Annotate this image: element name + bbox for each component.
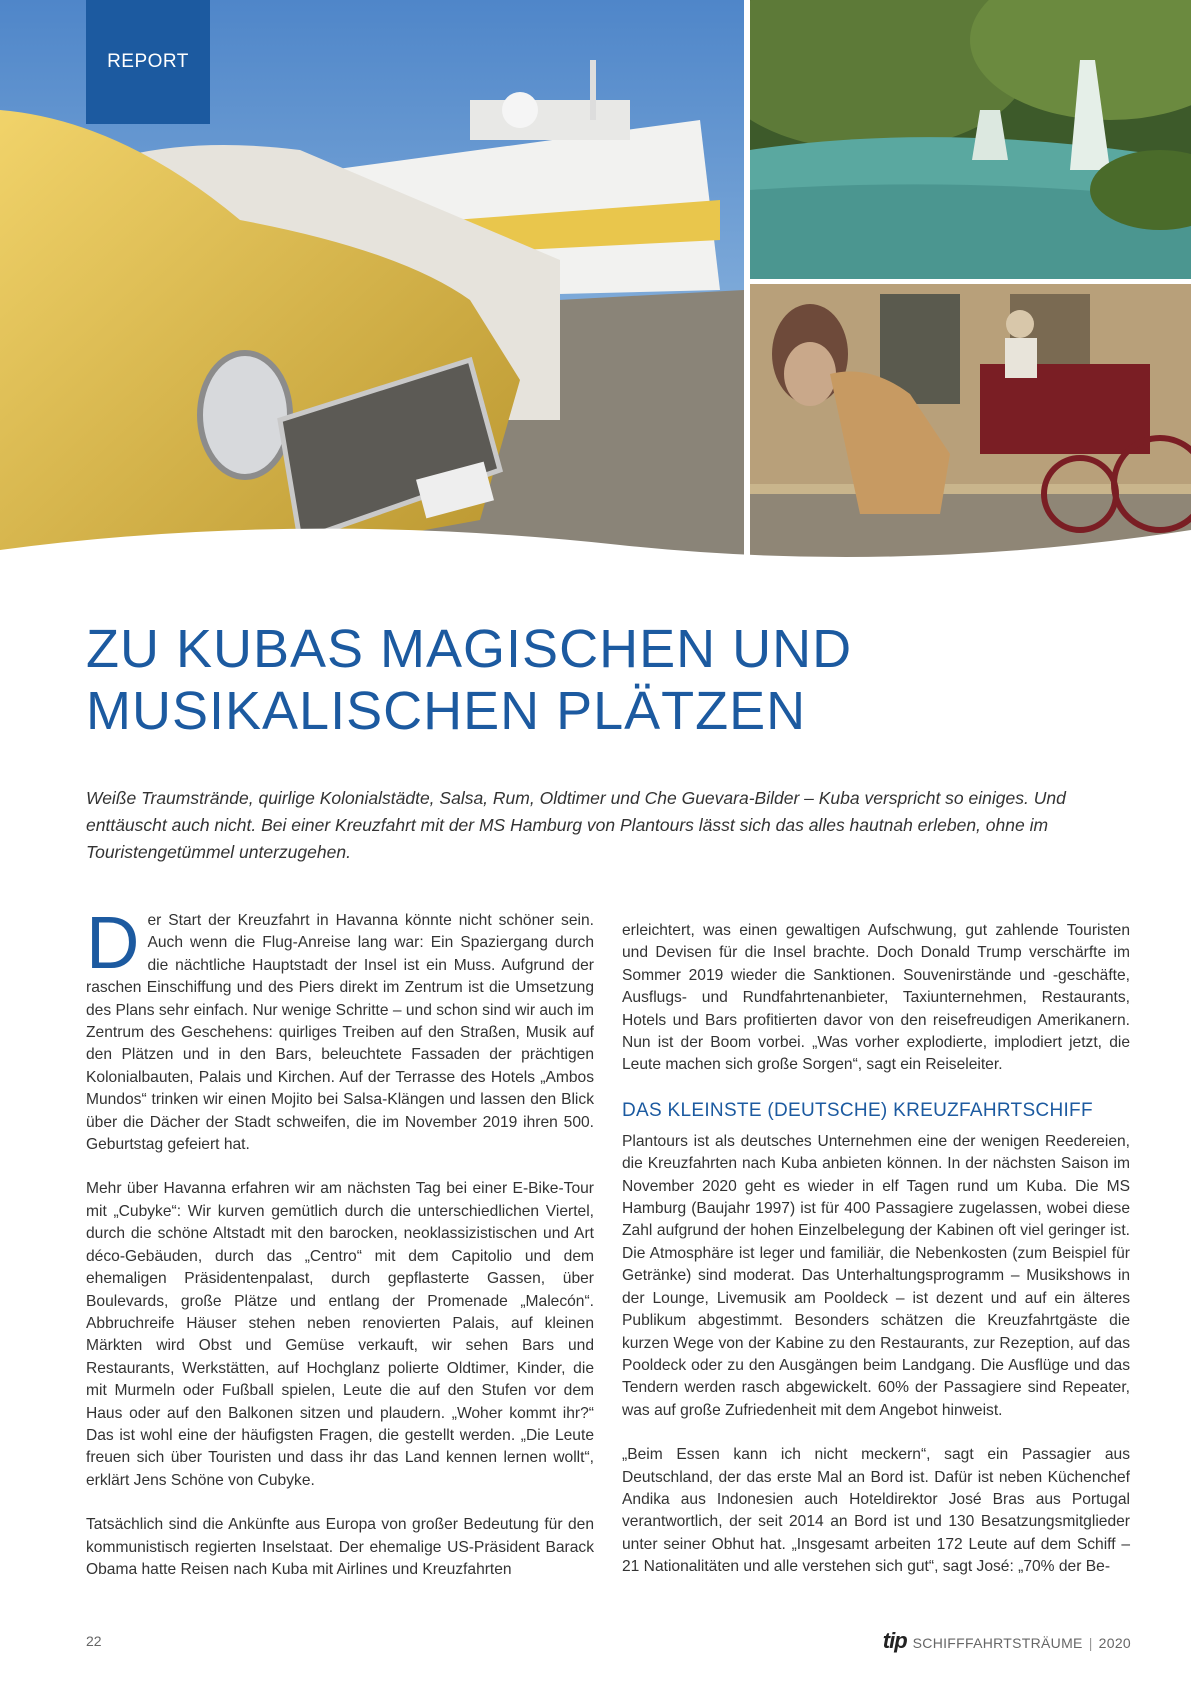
paragraph-1-text: er Start der Kreuzfahrt in Havanna könnte nicht schöner sein. Auch wenn die Flug-Anreise lang war: Ein Spaziergang durch die nächtliche Hauptstadt der Insel ist ein Muss. Aufgrund der raschen Einschiffung und des Piers direkt im Zentrum ist die Umsetzung des Plans sehr einfach. Nur wenige Schritte – und schon sind wir auch im Zentrum des Geschehens: quirliges Treiben auf den Straßen, Musik auf den Plätzen und in den Bars, beleuchtete Fassaden der prächtigen Kolonialbauten, Palais und Kirchen. Auf der Terrasse des Hotels „Ambos Mundos“ trinken wir einen Mojito bei Salsa-Klängen und lassen den Blick über die Dächer der Stadt schweifen, die im November 2019 ihren 500. Geburtstag gefeiert hat. [86, 912, 594, 1154]
paragraph-3: Tatsächlich sind die Ankünfte aus Europa von großer Bedeutung für den kommunistisch regierten Inselstaat. Der ehemalige US-Präsident Barack Obama hatte Reisen nach Kuba mit Airlines und Kreuzfahrten [86, 1516, 594, 1578]
column-left [86, 901, 594, 1603]
article-lead: Weiße Traumstrände, quirlige Kolonialstädte, Salsa, Rum, Oldtimer und Che Guevara-Bilder – Kuba verspricht so einiges. Und enttäuscht auch nicht. Bei einer Kreuzfahrt mit der MS Hamburg von Plantours lässt sich das alles hautnah erleben, ohne im Touristengetümmel unterzugehen. [86, 788, 1066, 862]
issue-year: 2020 [1098, 1635, 1131, 1651]
article-title [86, 618, 1116, 742]
column-right [622, 920, 1130, 1601]
title-line-1: ZU KUBAS MAGISCHEN UND [86, 619, 853, 679]
page-number: 22 [86, 1633, 102, 1649]
paragraph-6: „Beim Essen kann ich nicht meckern“, sagt ein Passagier aus Deutschland, der das erste Mal an Bord ist. Dafür ist neben Küchenchef Andika aus Indonesien auch Hoteldirektor José Bras aus Portugal verantwortlich, der seit 2014 an Bord ist und 130 Besatzungsmitglieder unter seiner Obhut hat. „Insgesamt arbeiten 172 Leute auf dem Schiff – 21 Nationalitäten und alle verstehen sich gut“, sagt José: „70% der Be- [622, 1446, 1130, 1576]
magazine-logo: tip [882, 1628, 907, 1653]
paragraph-5: Plantours ist als deutsches Unternehmen eine der wenigen Reedereien, die Kreuzfahrten nach Kuba anbieten können. In der nächsten Saison im November 2020 geht es wieder in elf Tagen rund um Kuba. Die MS Hamburg (Baujahr 1997) ist für 400 Passagiere zugelassen, wobei diese Zahl aufgrund der hohen Einzelbelegung der Kabinen oft viel geringer ist. Die Atmosphäre ist leger und familiär, die Nebenkosten (zum Beispiel für Getränke) sind moderat. Das Unterhaltungsprogramm – Musikshows in der Lounge, Livemusik am Pooldeck – ist dezent und auf ein älteres Publikum abgestimmt. Besonders schätzen die Kreuzfahrtgäste die kurzen Wege von der Kabine zu den Restaurants, zur Rezeption, auf das Pooldeck oder zu den Ausgängen beim Landgang. Die Ausflüge und das Tendern werden rasch abgewickelt. 60% der Passagiere sind Repeater, was auf große Zufriedenheit mit dem Angebot hinweist. [622, 1132, 1130, 1419]
paragraph-2: Mehr über Havanna erfahren wir am nächsten Tag bei einer E-Bike-Tour mit „Cubyke“: Wir kurven gemütlich durch die unterschiedlichen Viertel, durch die schöne Altstadt mit den barocken, neoklassizistischen und Art déco-Gebäuden, durch das „Centro“ mit dem Capitolio und dem ehemaligen Präsidentenpalast, durch gepflasterte Gassen, über Boulevards, große Plätze und entlang der Promenade „Malecón“. Abbruchreife Häuser stehen neben renovierten Palais, auf kleinen Märkten wird Obst und Gemüse verkauft, wir sehen Bars und Restaurants, Werkstätten, auf Hochglanz polierte Oldtimer, Kinder, die mit Murmeln oder Fußball spielen, Leute die auf den Stufen vor dem Haus oder auf den Balkonen sitzen und plaudern. „Woher kommt ihr?“ Das ist wohl eine der häufigsten Fragen, die gestellt werden. „Die Leute freuen sich über Touristen und dass ihr das Land kennen lernen wollt“, erklärt Jens Schöne von Cubyke. [86, 1180, 594, 1489]
dropcap: D [86, 901, 140, 984]
title-line-2: MUSIKALISCHEN PLÄTZEN [86, 681, 807, 741]
section-tag: REPORT [86, 0, 210, 124]
paragraph-4: erleichtert, was einen gewaltigen Aufschwung, gut zahlende Touristen und Devisen für die Insel brachte. Doch Donald Trump verschärfte im Sommer 2019 wieder die Sanktionen. Souvenirstände und -geschäfte, Ausflugs- und Rundfahrtenanbieter, Taxiunternehmen, Restaurants, Hotels und Bars profitierten davor von den reisefreudigen Amerikanern. Nun ist der Boom vorbei. „Was vorher explodierte, implodiert jetzt, die Leute machen sich große Sorgen“, sagt ein Reiseleiter. [622, 922, 1130, 1074]
subheading: DAS KLEINSTE (DEUTSCHE) KREUZFAHRTSCHIFF [622, 1099, 1093, 1121]
magazine-name: SCHIFFFAHRTSTRÄUME [912, 1635, 1083, 1651]
magazine-footer [883, 1628, 1131, 1654]
paragraph-1 [86, 901, 594, 1156]
footer-separator: | [1088, 1635, 1093, 1651]
wave-divider [0, 520, 1191, 600]
photo-waterfall-lagoon [750, 0, 1191, 279]
